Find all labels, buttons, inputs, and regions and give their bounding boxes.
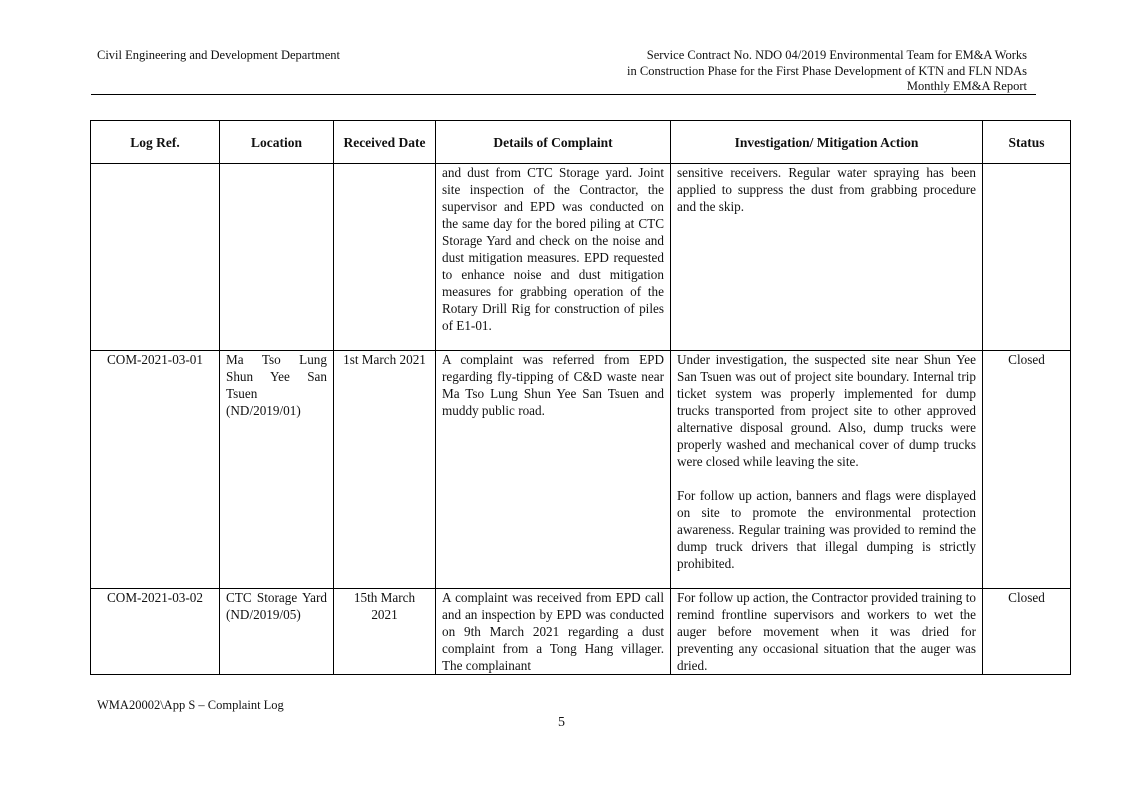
cell-log-ref: COM-2021-03-01 — [91, 351, 220, 589]
header-department: Civil Engineering and Development Department — [97, 48, 340, 62]
cell-received-date — [334, 164, 436, 351]
header-contract-line: in Construction Phase for the First Phase Development of KTN and FLN NDAs — [627, 63, 1027, 78]
column-header-details: Details of Complaint — [436, 121, 671, 164]
action-paragraph: For follow up action, banners and flags were displayed on site to promote the environmental protection awareness. Regular training was provided to remind the dump truck drivers that illegal dumping is strictly prohibited. — [677, 488, 976, 571]
column-header-log-ref: Log Ref. — [91, 121, 220, 164]
cell-location: Ma Tso Lung Shun Yee San Tsuen (ND/2019/01) — [220, 351, 334, 589]
paragraph-gap — [677, 470, 976, 487]
header-rule — [91, 94, 1036, 95]
action-paragraph: Under investigation, the suspected site near Shun Yee San Tsuen was out of project site boundary. Internal trip ticket system was properly implemented for dump trucks transported from project site to other approved alternative disposal ground. Also, dump trucks were properly washed and mechanical cover of dump trucks were closed while leaving the site. — [677, 352, 976, 469]
column-header-status: Status — [983, 121, 1071, 164]
table-row — [91, 164, 1071, 351]
cell-action — [671, 589, 983, 675]
cell-action — [671, 164, 983, 351]
column-header-received-date: Received Date — [334, 121, 436, 164]
cell-received-date: 1st March 2021 — [334, 351, 436, 589]
complaint-log-table — [90, 120, 1071, 675]
cell-location — [220, 164, 334, 351]
page-number: 5 — [558, 715, 565, 730]
footer-document-path: WMA20002\App S – Complaint Log — [97, 698, 284, 712]
cell-action — [671, 351, 983, 589]
cell-status — [983, 164, 1071, 351]
column-header-action: Investigation/ Mitigation Action — [671, 121, 983, 164]
header-report-title: Monthly EM&A Report — [906, 79, 1027, 93]
cell-location: CTC Storage Yard (ND/2019/05) — [220, 589, 334, 675]
table-header-row — [91, 121, 1071, 164]
cell-log-ref — [91, 164, 220, 351]
cell-log-ref: COM-2021-03-02 — [91, 589, 220, 675]
column-header-location: Location — [220, 121, 334, 164]
header-contract-line: Service Contract No. NDO 04/2019 Environmental Team for EM&A Works — [646, 48, 1027, 62]
cell-status: Closed — [983, 351, 1071, 589]
cell-status: Closed — [983, 589, 1071, 675]
header-contract — [627, 48, 1027, 95]
cell-details: A complaint was referred from EPD regarding fly-tipping of C&D waste near Ma Tso Lung Shun Yee San Tsuen and muddy public road. — [436, 351, 671, 589]
cell-details: and dust from CTC Storage yard. Joint site inspection of the Contractor, the supervisor and EPD was conducted on the same day for the bored piling at CTC Storage Yard and check on the noise and dust mitigation measures. EPD requested to enhance noise and dust mitigation measures for grabbing operation of the Rotary Drill Rig for construction of piles of E1-01. — [436, 164, 671, 351]
table-row — [91, 351, 1071, 589]
cell-details: A complaint was received from EPD call and an inspection by EPD was conducted on 9th March 2021 regarding a dust complaint from a Tong Hang villager. The complainant — [436, 589, 671, 675]
action-paragraph: For follow up action, the Contractor provided training to remind frontline supervisors and workers to wet the auger before movement when it was dried for preventing any occasional situation that the auger was dried. — [677, 590, 976, 673]
table-row — [91, 589, 1071, 675]
cell-received-date: 15th March 2021 — [334, 589, 436, 675]
action-paragraph: sensitive receivers. Regular water spraying has been applied to suppress the dust from grabbing procedure and the skip. — [677, 165, 976, 214]
